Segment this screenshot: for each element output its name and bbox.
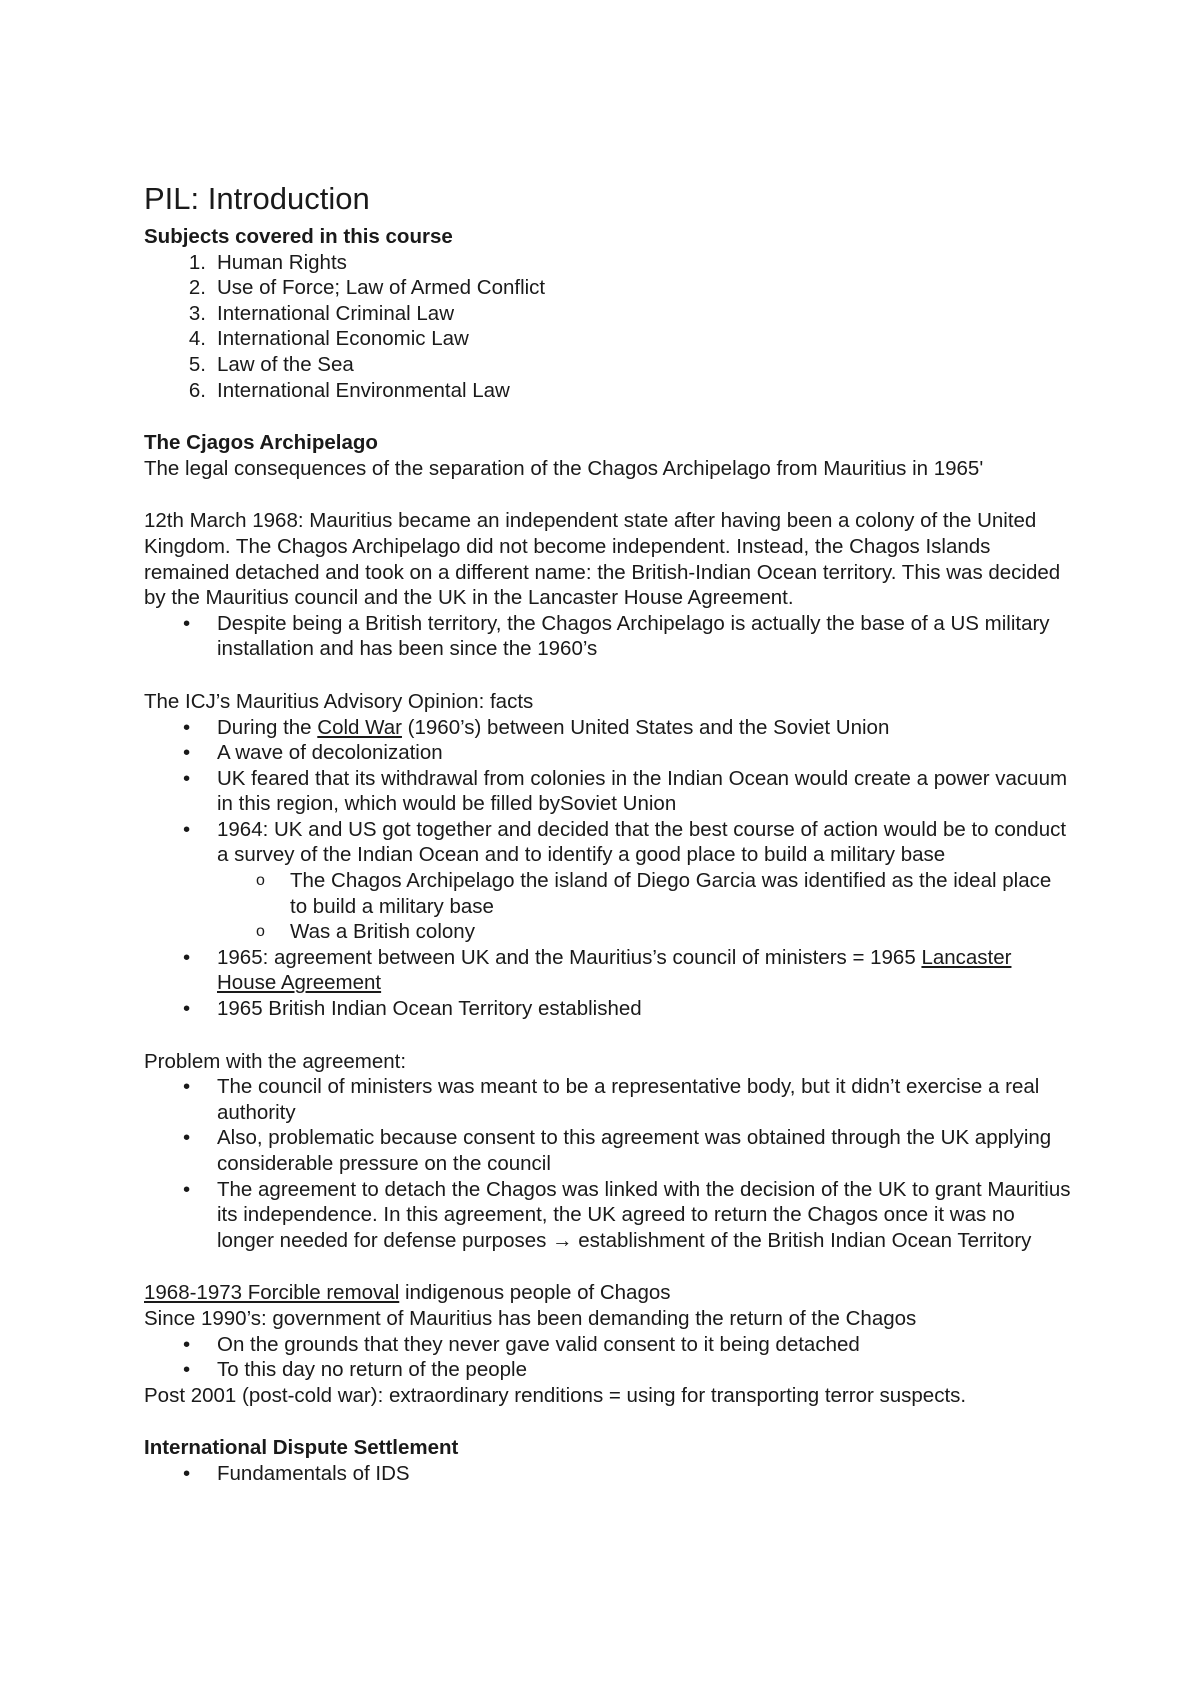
bullet-icon: • <box>183 741 191 765</box>
sub-bullet-icon: o <box>256 872 265 890</box>
list-item: 5. Law of the Sea <box>188 352 354 376</box>
list-item: • Despite being a British territory, the Chagos Archipelago is actually the base of a US military installation and has been since the 1960’s <box>183 611 1050 661</box>
list-item: • 1965 British Indian Ocean Territory established <box>183 997 642 1021</box>
list-item: • On the grounds that they never gave valid consent to it being detached <box>183 1332 860 1356</box>
bullet-icon: • <box>183 1126 191 1150</box>
list-item: • UK feared that its withdrawal from colonies in the Indian Ocean would create a power vacuum in this region, which would be filled bySoviet Union <box>183 766 1068 816</box>
list-item: 4. International Economic Law <box>188 327 469 351</box>
list-item: • To this day no return of the people <box>183 1358 527 1382</box>
list-item: • During the Cold War (1960’s) between United States and the Soviet Union <box>183 715 890 739</box>
icj-heading: The ICJ’s Mauritius Advisory Opinion: facts <box>144 689 534 713</box>
list-item: 2. Use of Force; Law of Armed Conflict <box>188 276 546 300</box>
bullet-icon: • <box>183 1461 191 1485</box>
sub-list-item: o The Chagos Archipelago the island of Diego Garcia was identified as the ideal place to build a military base <box>256 869 1052 918</box>
document-body <box>144 180 1074 1487</box>
list-item: • The agreement to detach the Chagos was linked with the decision of the UK to grant Mauritius its independence. In this agreement, the UK agreed to return the Chagos once it was no longer needed for defense purposes → establishment of the British Indian Ocean Territory <box>183 1177 1071 1252</box>
ids-heading: International Dispute Settlement <box>144 1436 459 1460</box>
list-item: • 1965: agreement between UK and the Mauritius’s council of ministers = 1965 Lancaster House Agreement <box>183 945 1012 995</box>
bullet-icon: • <box>183 817 191 841</box>
removal-line: 1968-1973 Forcible removal indigenous people of Chagos <box>144 1281 671 1305</box>
bullet-icon: • <box>183 1075 191 1099</box>
forcible-removal-link[interactable]: 1968-1973 Forcible removal <box>144 1281 400 1305</box>
cold-war-link[interactable]: Cold War <box>317 715 402 739</box>
icj-bullets <box>144 715 1074 1022</box>
bullet-icon: • <box>183 1177 191 1201</box>
lancaster-house-link[interactable]: Lancaster House Agreement <box>217 945 1012 995</box>
chagos-paragraph: 12th March 1968: Mauritius became an independent state after having been a colony of the United Kingdom. The Chagos Archipelago did not become independent. Instead, the Chagos Islands remained detached and took on a different name: the British-Indian Ocean territory. This was decided by the Mauritius council and the UK in the Lancaster House Agreement. <box>144 509 1061 610</box>
bullet-icon: • <box>183 1332 191 1356</box>
bullet-icon: • <box>183 997 191 1021</box>
post-2001-line: Post 2001 (post-cold war): extraordinary renditions = using for transporting terror suspects. <box>144 1383 967 1407</box>
bullet-icon: • <box>183 1358 191 1382</box>
ids-bullets <box>144 1461 1074 1487</box>
chagos-heading: The Cjagos Archipelago <box>144 431 378 455</box>
bullet-icon: • <box>183 715 191 739</box>
list-item: 1. Human Rights <box>188 250 347 274</box>
sub-list-item: o Was a British colony <box>256 920 475 944</box>
list-item: 3. International Criminal Law <box>188 301 455 325</box>
removal-bullets <box>144 1332 1074 1383</box>
list-item: • Fundamentals of IDS <box>183 1461 410 1485</box>
list-item: • 1964: UK and US got together and decided that the best course of action would be to conduct a survey of the Indian Ocean and to identify a good place to build a military base <box>183 817 1067 867</box>
problem-heading: Problem with the agreement: <box>144 1049 407 1073</box>
bullet-icon: • <box>183 611 191 635</box>
chagos-subtitle: The legal consequences of the separation of the Chagos Archipelago from Mauritius in 1965' <box>144 456 984 480</box>
page-title: PIL: Introduction <box>144 181 370 216</box>
bullet-icon: • <box>183 766 191 790</box>
list-item: • The council of ministers was meant to be a representative body, but it didn’t exercise a real authority <box>183 1075 1040 1124</box>
bullet-icon: • <box>183 945 191 969</box>
list-item: • A wave of decolonization <box>183 741 443 765</box>
subjects-list <box>144 250 1074 404</box>
list-item: • Also, problematic because consent to this agreement was obtained through the UK applying considerable pressure on the council <box>183 1126 1052 1175</box>
problem-bullets <box>144 1074 1074 1253</box>
sub-bullet-icon: o <box>256 923 265 941</box>
list-item: 6. International Environmental Law <box>188 378 510 402</box>
subjects-heading: Subjects covered in this course <box>144 225 453 248</box>
mauritius-demand-line: Since 1990’s: government of Mauritius has been demanding the return of the Chagos <box>144 1306 917 1330</box>
chagos-bullets <box>144 611 1074 662</box>
